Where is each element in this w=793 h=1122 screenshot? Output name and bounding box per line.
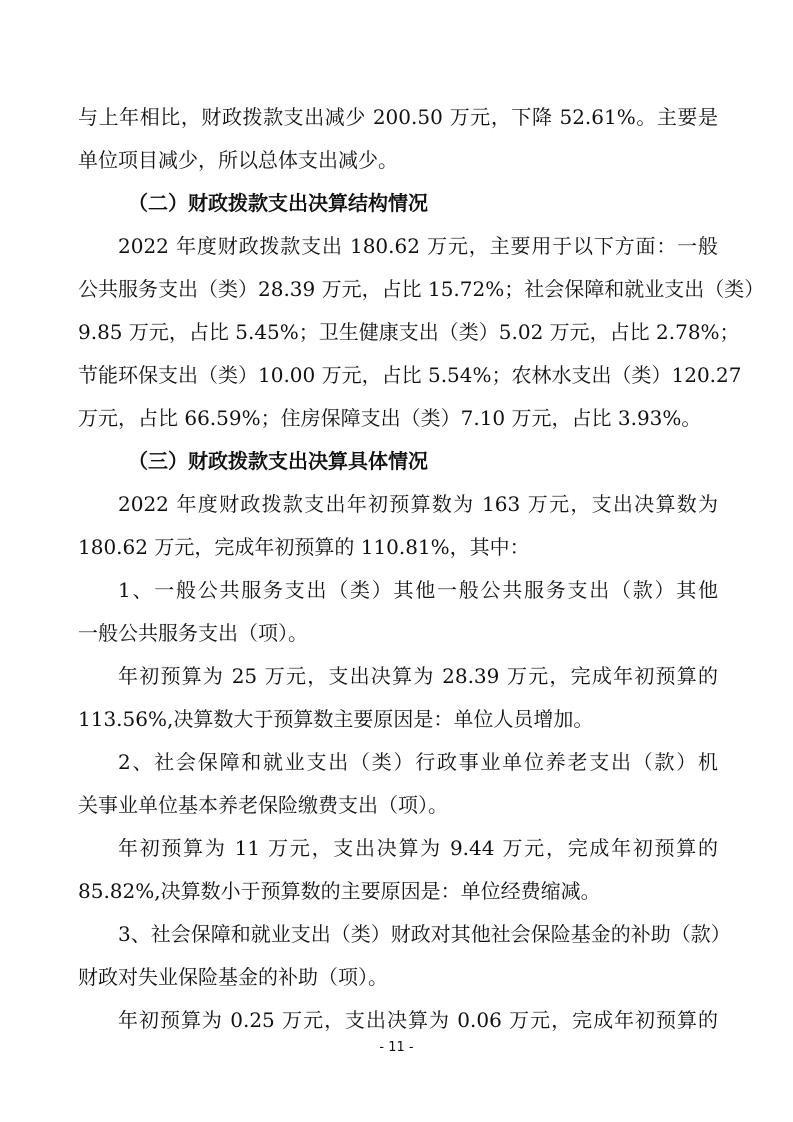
para-line: 85.82%,决算数小于预算数的主要原因是：单位经费缩减。 — [78, 879, 601, 903]
para-line: 关事业单位基本养老保险缴费支出（项）。 — [78, 793, 448, 817]
para-line: 年初预算为 11 万元，支出决算为 9.44 万元，完成年初预算的 — [118, 836, 718, 860]
para-line: 2022 年度财政拨款支出 180.62 万元，主要用于以下方面：一般 — [118, 234, 718, 258]
para-line: 1、一般公共服务支出（类）其他一般公共服务支出（款）其他 — [118, 578, 718, 602]
section-heading-2: （二）财政拨款支出决算结构情况 — [128, 191, 428, 215]
para-line: 9.85 万元，占比 5.45%；卫生健康支出（类）5.02 万元，占比 2.78%； — [78, 320, 740, 344]
para-line: 单位项目减少，所以总体支出减少。 — [78, 148, 398, 172]
para-line: 年初预算为 25 万元，支出决算为 28.39 万元，完成年初预算的 — [118, 664, 718, 688]
para-line: 年初预算为 0.25 万元，支出决算为 0.06 万元，完成年初预算的 — [118, 1008, 718, 1032]
para-line: 万元，占比 66.59%；住房保障支出（类）7.10 万元，占比 3.93%。 — [78, 406, 702, 430]
para-line: 113.56%,决算数大于预算数主要原因是：单位人员增加。 — [78, 707, 594, 731]
para-line: 财政对失业保险基金的补助（项）。 — [78, 965, 388, 989]
para-line: 2022 年度财政拨款支出年初预算数为 163 万元，支出决算数为 — [118, 492, 718, 516]
para-line: 节能环保支出（类）10.00 万元，占比 5.54%；农林水支出（类）120.27 — [78, 363, 742, 387]
para-line: 公共服务支出（类）28.39 万元，占比 15.72%；社会保障和就业支出（类） — [78, 277, 765, 301]
para-line: 与上年相比，财政拨款支出减少 200.50 万元，下降 52.61%。主要是 — [78, 105, 718, 129]
para-line: 2、社会保障和就业支出（类）行政事业单位养老支出（款）机 — [118, 750, 718, 774]
para-line: 一般公共服务支出（项）。 — [78, 621, 308, 645]
para-line: 3、社会保障和就业支出（类）财政对其他社会保险基金的补助（款） — [118, 922, 731, 946]
section-heading-3: （三）财政拨款支出决算具体情况 — [128, 449, 428, 473]
page-number: - 11 - — [379, 1040, 414, 1055]
para-line: 180.62 万元，完成年初预算的 110.81%，其中： — [78, 535, 530, 559]
